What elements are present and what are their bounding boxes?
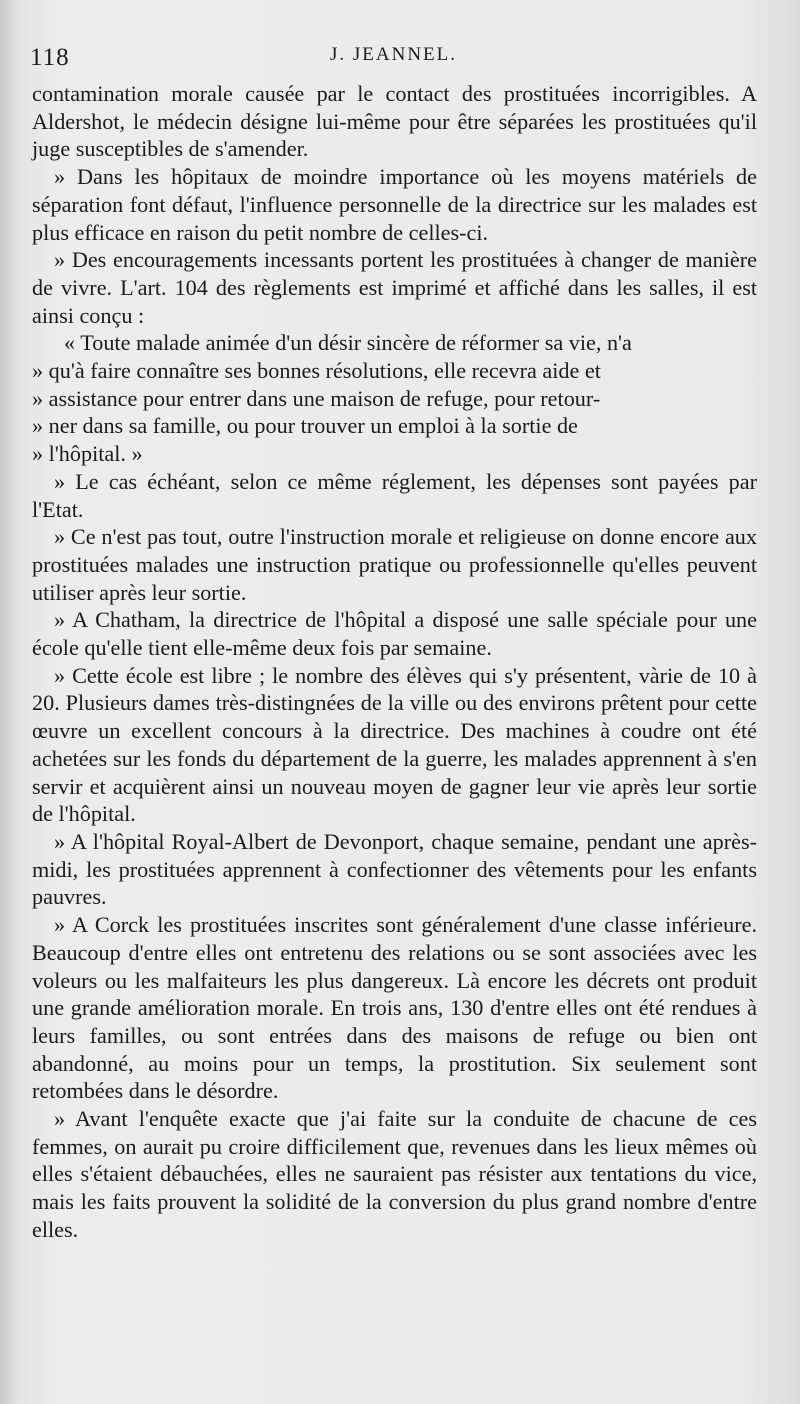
quote-line: » assistance pour entrer dans une maison de refuge, pour retour- bbox=[32, 385, 601, 411]
paragraph: » Le cas échéant, selon ce même réglement, les dépenses sont payées par l'Etat. bbox=[32, 468, 757, 522]
quote-line: » qu'à faire connaître ses bonnes résolutions, elle recevra aide et bbox=[32, 358, 601, 384]
page-header bbox=[30, 40, 760, 80]
body-text bbox=[32, 80, 757, 1244]
paragraph: » Cette école est libre ; le nombre des élèves qui s'y présentent, vàrie de 10 à 20. Plusieurs dames très-distingnées de la ville ou des environs prêtent pour cette œuvre un excellent concours à la directrice. Des machines à coudre ont été achetées sur les fonds du département de la guerre, les malades apprennent à s'en servir et acquièrent ainsi un nouveau moyen de gagner leur vie après leur sortie de l'hôpital. bbox=[32, 662, 757, 827]
running-head: J. JEANNEL. bbox=[330, 44, 458, 65]
paragraph: » A l'hôpital Royal-Albert de Devonport, chaque semaine, pendant une après-midi, les prostituées apprennent à confectionner des vêtements pour les enfants pauvres. bbox=[32, 828, 757, 910]
page-number: 118 bbox=[30, 44, 70, 71]
paragraph: contamination morale causée par le contact des prostituées incorrigibles. A Aldershot, le médecin désigne lui-même pour être séparées les prostituées qu'il juge susceptibles de s'amender. bbox=[32, 81, 757, 162]
quote-line: » ner dans sa famille, ou pour trouver un emploi à la sortie de bbox=[32, 413, 578, 439]
quote-line: « Toute malade animée d'un désir sincère de réformer sa vie, n'a bbox=[64, 330, 632, 356]
paragraph: » Ce n'est pas tout, outre l'instruction morale et religieuse on donne encore aux prostituées malades une instruction pratique ou professionnelle qu'elles peuvent utiliser après leur sortie. bbox=[32, 524, 757, 605]
paragraph: » A Corck les prostituées inscrites sont généralement d'une classe inférieure. Beaucoup d'entre elles ont entretenu des relations ou se sont associées avec les voleurs ou les malfaiteurs les plus dangereux. Là encore les décrets ont produit une grande amélioration morale. En trois ans, 130 d'entre elles ont été rendues à leurs familles, ou sont entrées dans des maisons de refuge ou bien ont abandonné, au moins pour un temps, la prostitution. Six seulement sont retombées dans le désordre. bbox=[32, 912, 757, 1104]
paragraph: » Des encouragements incessants portent les prostituées à changer de manière de vivre. L'art. 104 des règlements est imprimé et affiché dans les salles, il est ainsi conçu : bbox=[32, 247, 757, 328]
paragraph: » Avant l'enquête exacte que j'ai faite sur la conduite de chacune de ces femmes, on aurait pu croire difficilement que, revenues dans les lieux mêmes où elles s'étaient débauchées, elles ne sauraient pas résister aux tentations du vice, mais les faits prouvent la solidité de la conversion du plus grand nombre d'entre elles. bbox=[32, 1106, 757, 1242]
paragraph: » Dans les hôpitaux de moindre importance où les moyens matériels de séparation font défaut, l'influence personnelle de la directrice sur les malades est plus efficace en raison du petit nombre de celles-ci. bbox=[32, 164, 757, 245]
quote-line: » l'hôpital. » bbox=[32, 441, 143, 467]
paragraph: » A Chatham, la directrice de l'hôpital a disposé une salle spéciale pour une école qu'elle tient elle-même deux fois par semaine. bbox=[32, 607, 757, 661]
